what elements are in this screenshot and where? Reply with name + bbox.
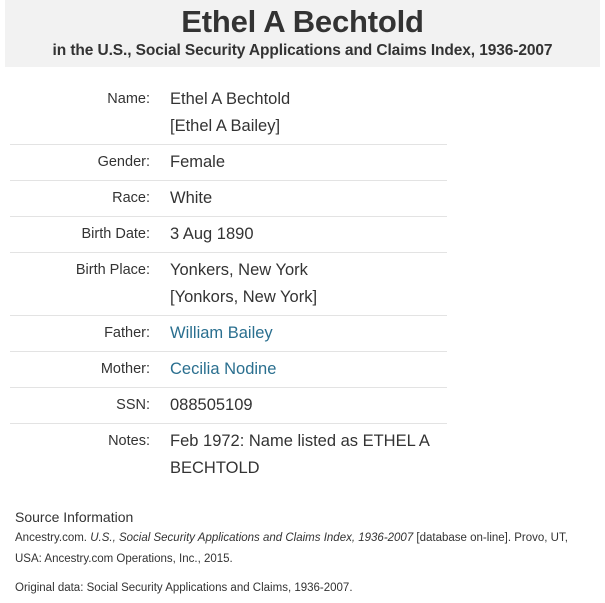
father-label: Father: <box>10 316 169 352</box>
record-row-ssn <box>10 388 447 424</box>
record-row-notes <box>10 424 447 487</box>
page-title: Ethel A Bechtold <box>181 4 424 39</box>
record-table <box>10 82 447 486</box>
name-alternate: [Ethel A Bailey] <box>170 117 281 135</box>
ssn-label: SSN: <box>10 388 169 424</box>
citation-suffix: [database on-line]. Provo, UT, USA: Ancestry.com Operations, Inc., 2015. <box>15 532 568 565</box>
gender-label: Gender: <box>10 145 169 181</box>
source-citation <box>15 528 597 570</box>
record-row-birth-place <box>10 253 447 316</box>
gender-value: Female <box>169 145 447 181</box>
mother-label: Mother: <box>10 352 169 388</box>
record-row-mother <box>10 352 447 388</box>
notes-label: Notes: <box>108 433 150 449</box>
ssn-value: 088505109 <box>169 388 447 424</box>
collection-subtitle: in the U.S., Social Security Applications and Claims Index, 1936-2007 <box>52 42 553 59</box>
birth-date-value: 3 Aug 1890 <box>169 217 447 253</box>
birth-place-primary: Yonkers, New York <box>170 261 308 279</box>
birth-place-label: Birth Place: <box>10 253 169 316</box>
mother-link[interactable]: Cecilia Nodine <box>170 360 277 378</box>
record-row-name <box>10 82 447 145</box>
notes-line-2: BECHTOLD <box>170 459 260 477</box>
source-heading: Source Information <box>15 509 134 525</box>
notes-value <box>169 424 447 487</box>
birth-place-alternate: [Yonkors, New York] <box>170 288 318 306</box>
birth-date-label: Birth Date: <box>10 217 169 253</box>
father-link[interactable]: William Bailey <box>170 324 273 342</box>
race-label: Race: <box>10 181 169 217</box>
notes-line-1: Feb 1972: Name listed as ETHEL A <box>170 432 430 450</box>
name-value <box>169 82 447 145</box>
record-row-gender <box>10 145 447 181</box>
record-row-father <box>10 316 447 352</box>
name-label: Name: <box>10 82 169 145</box>
birth-place-value <box>169 253 447 316</box>
name-primary: Ethel A Bechtold <box>170 90 291 108</box>
father-value <box>169 316 447 352</box>
citation-prefix: Ancestry.com. <box>15 532 91 544</box>
record-row-birth-date <box>10 217 447 253</box>
record-row-race <box>10 181 447 217</box>
original-data: Original data: Social Security Applications and Claims, 1936-2007. <box>15 582 353 594</box>
citation-title: U.S., Social Security Applications and Claims Index, 1936-2007 <box>90 532 414 544</box>
page-header <box>5 0 600 67</box>
mother-value <box>169 352 447 388</box>
race-value: White <box>169 181 447 217</box>
source-information <box>15 507 597 598</box>
